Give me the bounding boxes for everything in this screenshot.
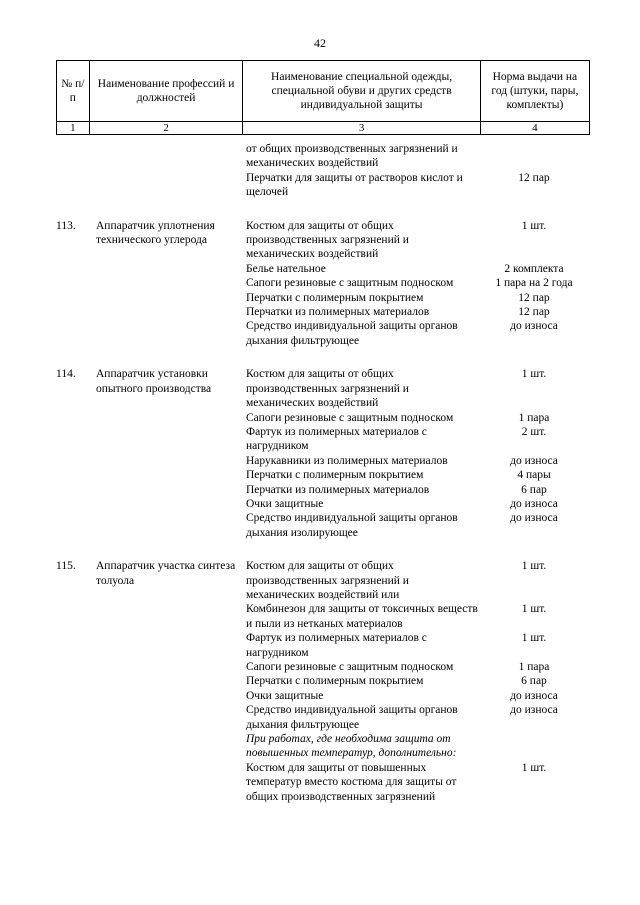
- list-item: [246, 305, 590, 319]
- list-item: [246, 660, 590, 674]
- item-norm: 1 шт.: [521, 632, 547, 645]
- item-name: Очки защитные: [246, 497, 324, 510]
- item-norm: 1 шт.: [521, 219, 547, 232]
- item-name: Перчатки из полимерных материалов: [246, 483, 430, 496]
- header-num-4: 4: [480, 122, 589, 135]
- header-col-profession: Наименование профессий и должностей: [89, 61, 243, 122]
- item-name: Сапоги резиновые с защитным подноском: [246, 277, 454, 290]
- item-norm: до износа: [510, 320, 558, 333]
- list-item: [246, 674, 590, 688]
- item-name: Перчатки с полимерным покрытием: [246, 291, 424, 304]
- list-item: [246, 454, 590, 468]
- list-item: [246, 276, 590, 290]
- item-name: Перчатки с полимерным покрытием: [246, 469, 424, 482]
- item-name: Перчатки для защиты от растворов кислот и щелочей: [246, 171, 463, 199]
- item-name: Очки защитные: [246, 689, 324, 702]
- item-name: Перчатки из полимерных материалов: [246, 306, 430, 319]
- item-name: Средство индивидуальной защиты органов дыхания фильтрующее: [246, 704, 458, 731]
- entry-profession: Аппаратчик уплотнения технического углерода: [96, 219, 215, 247]
- item-norm: 1 шт.: [521, 761, 547, 774]
- header-num-2: 2: [89, 122, 243, 135]
- item-name: Нарукавники из полимерных материалов: [246, 454, 448, 467]
- entry-items: [246, 559, 590, 804]
- list-item: [246, 468, 590, 482]
- continuation-entry: [56, 142, 590, 200]
- entry-113: [56, 219, 590, 349]
- list-item: [246, 171, 590, 200]
- table-body: [56, 142, 590, 804]
- item-name: Комбинезон для защиты от токсичных веществ и пыли из нетканых материалов: [246, 603, 478, 630]
- list-item: [246, 219, 590, 262]
- item-name: Средство индивидуальной защиты органов дыхания фильтрующее: [246, 320, 458, 347]
- header-col-number: № п/п: [57, 61, 90, 122]
- item-norm: до износа: [510, 497, 558, 510]
- item-norm: до износа: [510, 454, 558, 467]
- entry-114: [56, 367, 590, 540]
- header-num-3: 3: [243, 122, 480, 135]
- list-item: [246, 319, 590, 348]
- list-item: [246, 602, 590, 631]
- item-name: Костюм для защиты от общих производственных загрязнений и механических воздействий или: [246, 560, 409, 601]
- item-norm: 1 шт.: [521, 603, 547, 616]
- item-norm: 12 пар: [518, 171, 550, 184]
- list-item: [246, 761, 590, 804]
- item-name: Костюм для защиты от повышенных температур вместо костюма для защиты от общих производственных загрязнений: [246, 761, 457, 803]
- item-norm: до износа: [510, 512, 558, 525]
- entry-number: 114.: [56, 368, 76, 381]
- item-norm: до износа: [510, 704, 558, 717]
- header-col-equipment: Наименование специальной одежды, специальной обуви и других средств индивидуальной защиты: [243, 61, 480, 122]
- entry-profession: Аппаратчик установки опытного производства: [96, 368, 212, 395]
- header-num-1: 1: [57, 122, 90, 135]
- list-item: [246, 291, 590, 305]
- list-item: [246, 367, 590, 410]
- list-item: [246, 262, 590, 276]
- list-item: [246, 689, 590, 703]
- entry-profession: Аппаратчик участка синтеза толуола: [96, 560, 236, 587]
- item-norm: 12 пар: [518, 291, 550, 304]
- item-norm: 2 шт.: [521, 425, 547, 438]
- entry-115: [56, 559, 590, 804]
- item-name: Сапоги резиновые с защитным подноском: [246, 411, 454, 424]
- item-norm: 2 комплекта: [504, 262, 564, 275]
- list-item: [246, 631, 590, 660]
- item-norm: до износа: [510, 689, 558, 702]
- item-name: Белье нательное: [246, 262, 326, 275]
- list-item: [246, 411, 590, 425]
- italic-note: При работах, где необходима защита от повышенных температур, дополнительно:: [246, 733, 457, 760]
- page-number: 42: [314, 36, 326, 50]
- list-item: [246, 497, 590, 511]
- item-norm: 4 пары: [517, 469, 551, 482]
- item-name: от общих производственных загрязнений и механических воздействий: [246, 143, 458, 170]
- list-item: [246, 511, 590, 540]
- item-name: Средство индивидуальной защиты органов дыхания изолирующее: [246, 512, 458, 539]
- item-name: Перчатки с полимерным покрытием: [246, 675, 424, 688]
- item-norm: 1 пара: [518, 411, 550, 424]
- item-name: Фартук из полимерных материалов с нагрудником: [246, 632, 427, 659]
- item-norm: 6 пар: [521, 483, 547, 496]
- item-norm: 6 пар: [521, 675, 547, 688]
- list-item: [246, 425, 590, 454]
- item-norm: 1 пара: [518, 661, 550, 673]
- list-item: [246, 559, 590, 602]
- continuation-items: [246, 142, 590, 200]
- entry-number: 113.: [56, 219, 76, 232]
- item-norm: 1 шт.: [521, 560, 547, 573]
- list-item: [246, 703, 590, 732]
- list-item: [246, 142, 590, 171]
- entry-items: [246, 367, 590, 540]
- item-norm: 12 пар: [518, 306, 550, 319]
- item-norm: 1 пара на 2 года: [495, 277, 573, 290]
- item-norm: 1 шт.: [521, 368, 547, 381]
- item-name: Костюм для защиты от общих производственных загрязнений и механических воздействий: [246, 219, 409, 261]
- list-item: [246, 483, 590, 497]
- header-col-norm: Норма выдачи на год (штуки, пары, комплекты): [480, 61, 589, 122]
- item-norm: [478, 142, 590, 171]
- entry-number: 115.: [56, 560, 76, 573]
- item-name: Фартук из полимерных материалов с нагрудником: [246, 425, 427, 453]
- entry-items: [246, 219, 590, 349]
- item-name: Костюм для защиты от общих производственных загрязнений и механических воздействий: [246, 368, 409, 410]
- table-header: [56, 60, 590, 135]
- item-name: Сапоги резиновые с защитным подноском: [246, 661, 454, 673]
